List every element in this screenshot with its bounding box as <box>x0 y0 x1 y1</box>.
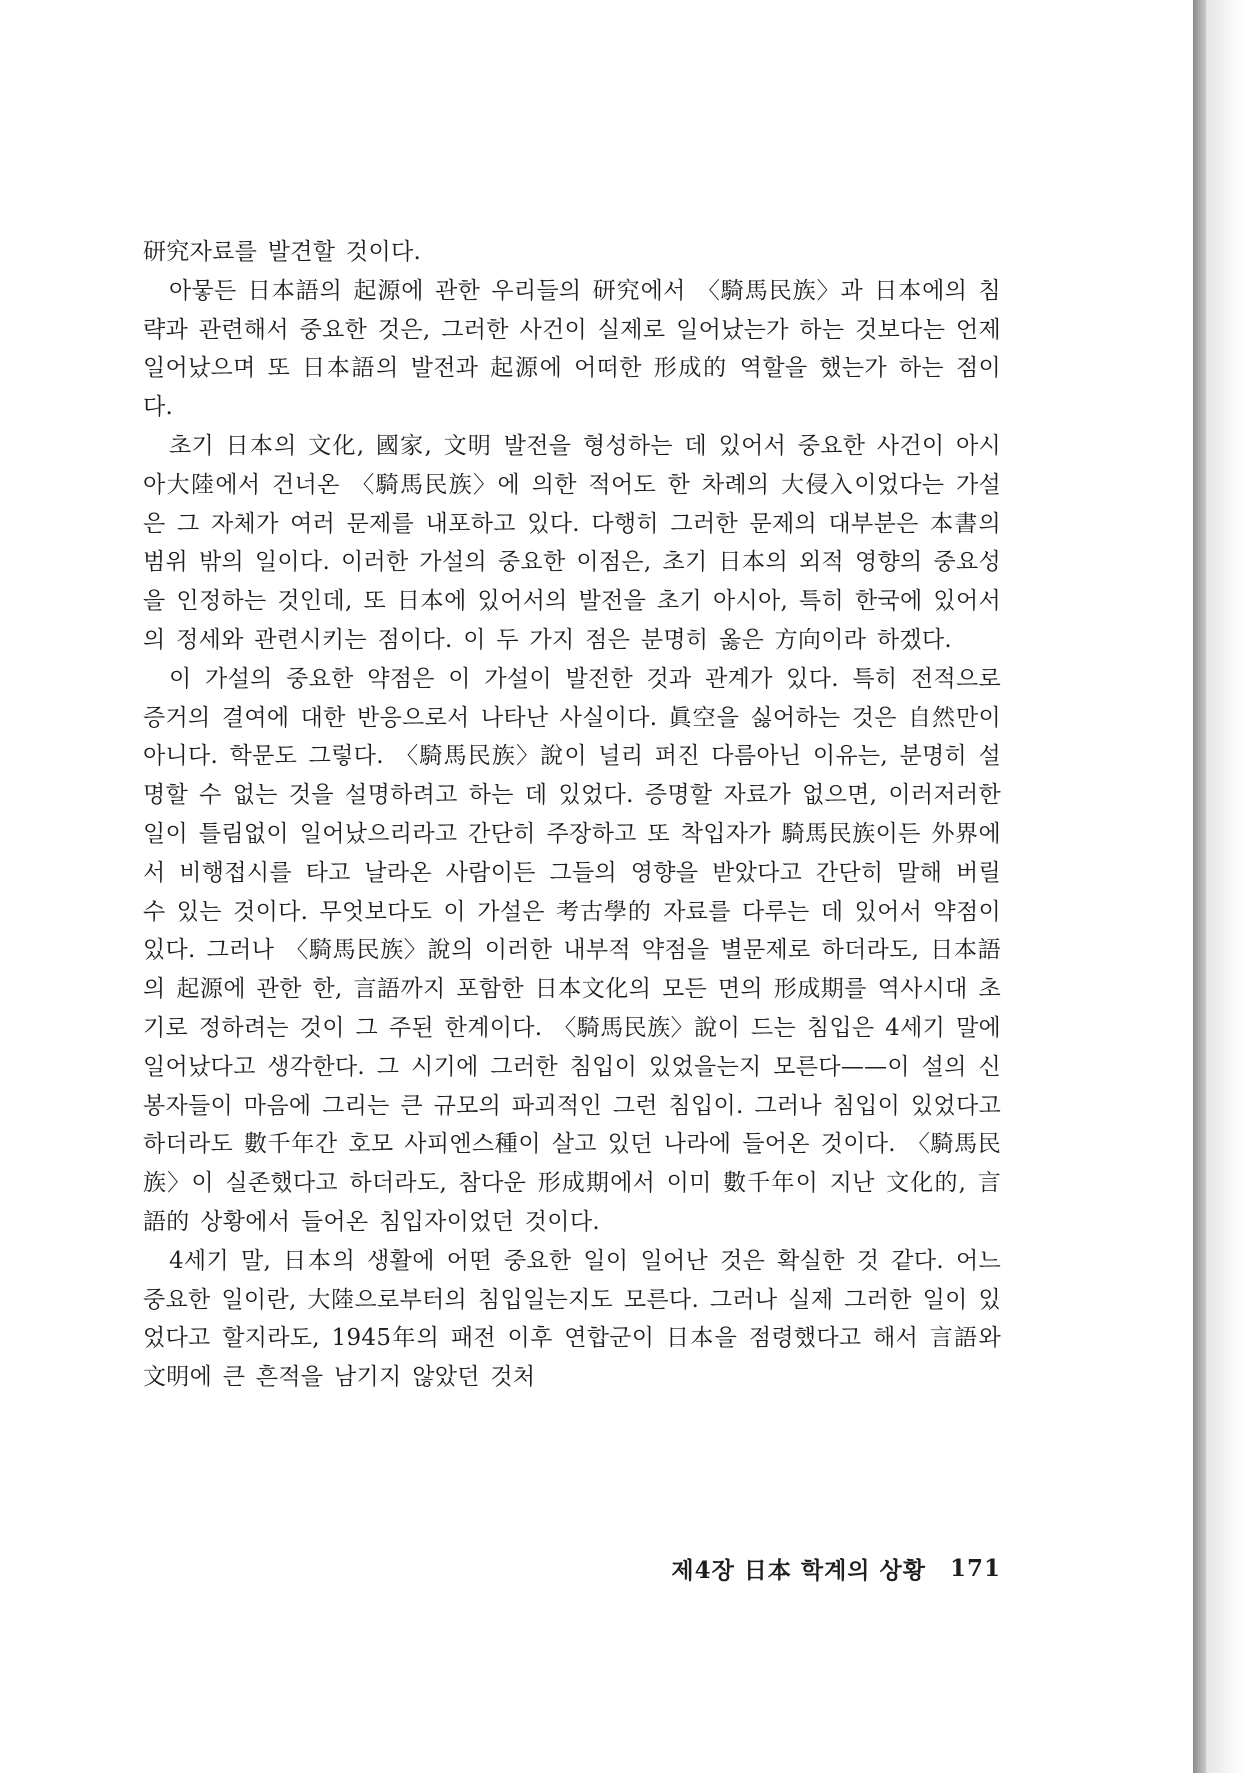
running-footer <box>640 1548 1001 1588</box>
paragraph-1: 研究자료를 발견할 것이다. <box>143 239 422 265</box>
page-edge-margin <box>1206 0 1245 1773</box>
paragraph-2: 아뭏든 日本語의 起源에 관한 우리들의 研究에서 〈騎馬民族〉과 日本에의 침략과 관련해서 중요한 것은, 그러한 사건이 실제로 일어났는가 하는 것보다는 언제 일어났으며 또 日本語의 발전과 起源에 어떠한 形成的 역할을 했는가 하는 점이다. <box>143 277 1001 421</box>
paragraph-3: 초기 日本의 文化, 國家, 文明 발전을 형성하는 데 있어서 중요한 사건이 아시아大陸에서 건너온 〈騎馬民族〉에 의한 적어도 한 차례의 大侵入이었다는 가설은 그 자체가 여러 문제를 내포하고 있다. 다행히 그러한 문제의 대부분은 本書의 범위 밖의 일이다. 이러한 가설의 중요한 이점은, 초기 日本의 외적 영향의 중요성을 인정하는 것인데, 또 日本에 있어서의 발전을 초기 아시아, 특히 한국에 있어서의 정세와 관련시키는 점이다. 이 두 가지 점은 분명히 옳은 方向이라 하겠다. <box>143 432 1001 653</box>
body-text <box>143 233 1001 1397</box>
page-number: 171 <box>949 1554 1001 1582</box>
page-edge-shadow <box>1193 0 1206 1773</box>
chapter-title: 제4장 日本 학계의 상황 <box>671 1556 926 1584</box>
paragraph-4: 이 가설의 중요한 약점은 이 가설이 발전한 것과 관계가 있다. 특히 전적으로 증거의 결여에 대한 반응으로서 나타난 사실이다. 眞空을 싫어하는 것은 自然만이 아니다. 학문도 그렇다. 〈騎馬民族〉說이 널리 퍼진 다름아닌 이유는, 분명히 설명할 수 없는 것을 설명하려고 하는 데 있었다. 증명할 자료가 없으면, 이러저러한 일이 틀림없이 일어났으리라고 간단히 주장하고 또 착입자가 騎馬民族이든 外界에서 비행접시를 타고 날라온 사람이든 그들의 영향을 받았다고 간단히 말해 버릴 수 있는 것이다. 무엇보다도 이 가설은 考古學的 자료를 다루는 데 있어서 약점이 있다. 그러나 〈騎馬民族〉說의 이러한 내부적 약점을 별문제로 하더라도, 日本語의 起源에 관한 한, 言語까지 포함한 日本文化의 모든 면의 形成期를 역사시대 초기로 정하려는 것이 그 주된 한계이다. 〈騎馬民族〉說이 드는 침입은 4세기 말에 일어났다고 생각한다. 그 시기에 그러한 침입이 있었을는지 모른다——이 설의 신봉자들이 마음에 그리는 큰 규모의 파괴적인 그런 침입이. 그러나 침입이 있었다고 하더라도 數千年간 호모 사피엔스種이 살고 있던 나라에 들어온 것이다. 〈騎馬民族〉이 실존했다고 하더라도, 참다운 形成期에서 이미 數千年이 지난 文化的, 言語的 상황에서 들어온 침입자이었던 것이다. <box>143 665 1001 1235</box>
paragraph-5: 4세기 말, 日本의 생활에 어떤 중요한 일이 일어난 것은 확실한 것 같다. 어느 중요한 일이란, 大陸으로부터의 침입일는지도 모른다. 그러나 실제 그러한 일이 있었다고 할지라도, 1945年의 패전 이후 연합군이 日本을 점령했다고 해서 言語와 文明에 큰 흔적을 남기지 않았던 것처 <box>143 1247 1001 1391</box>
